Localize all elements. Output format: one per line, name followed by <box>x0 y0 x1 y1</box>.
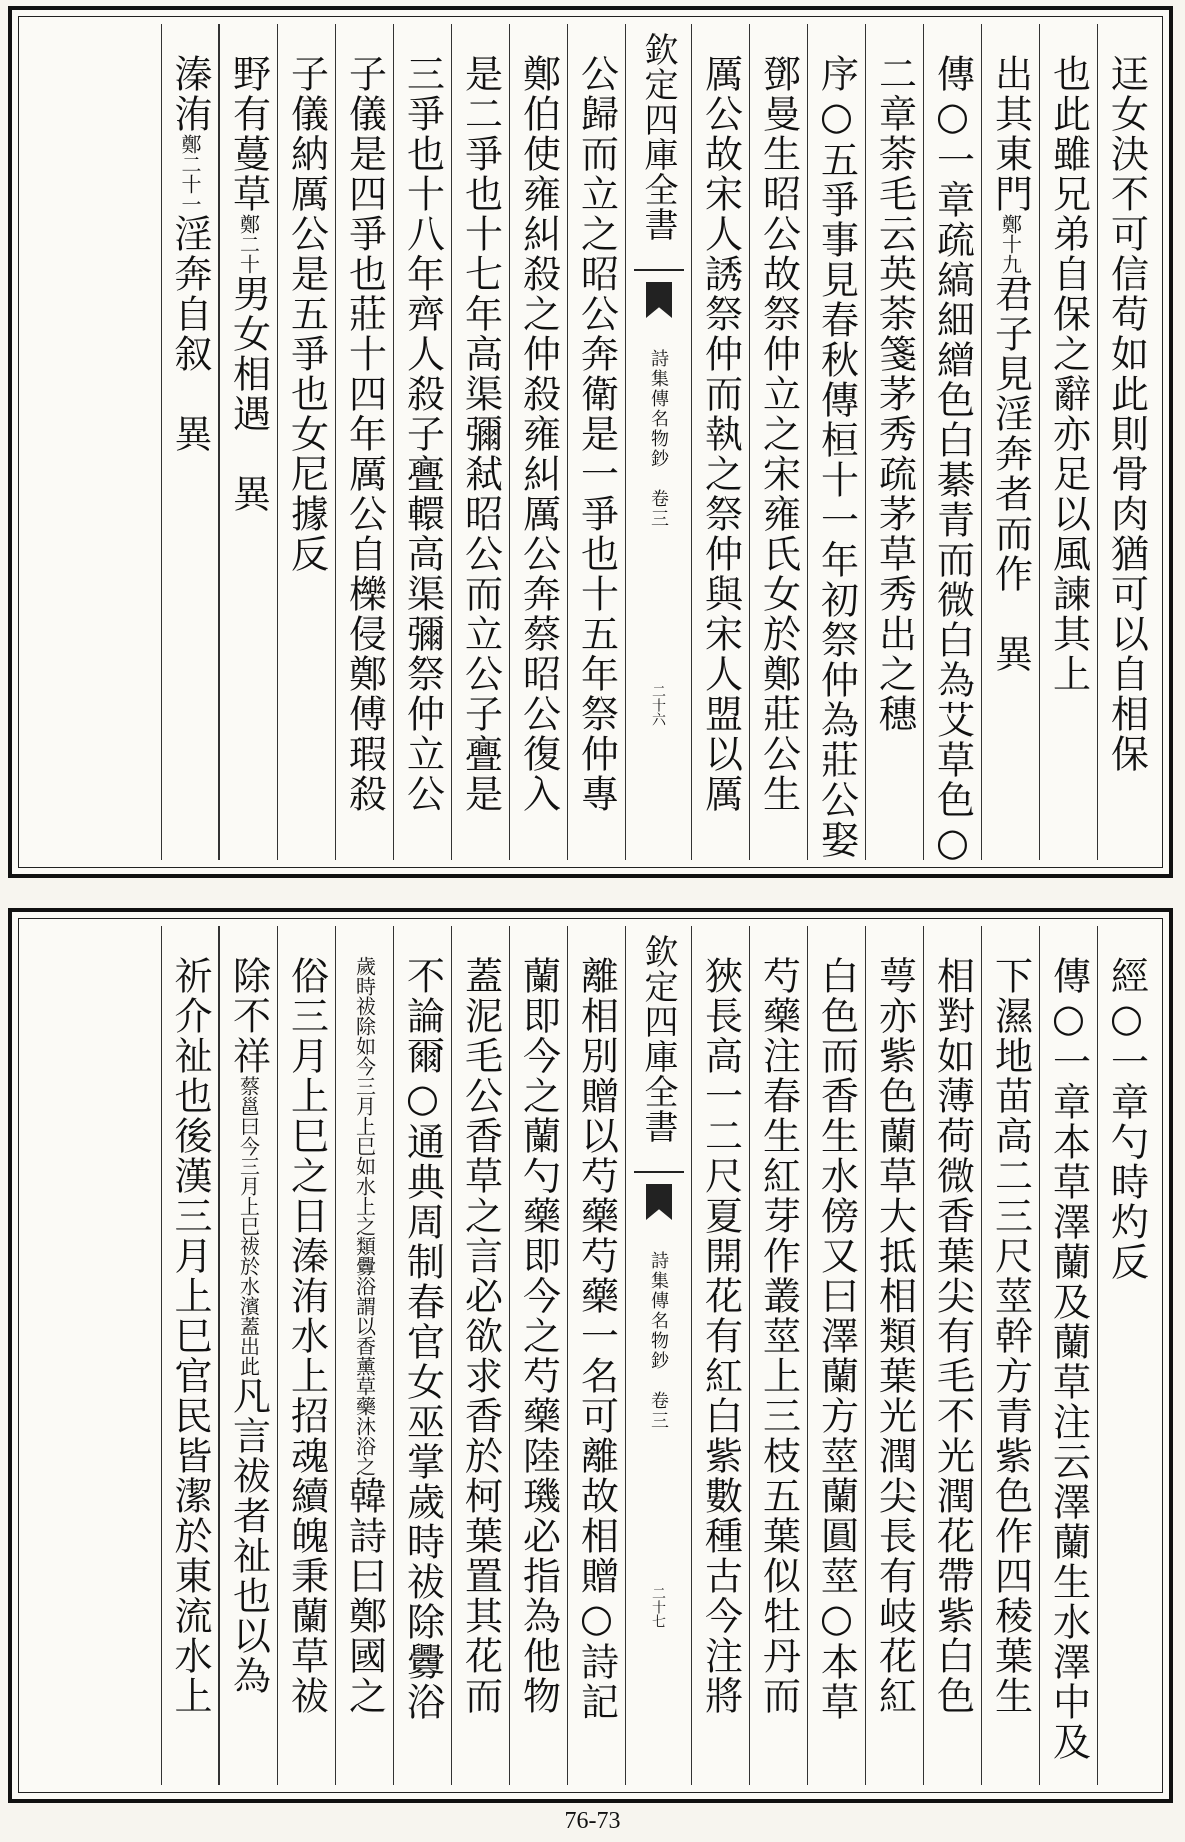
text-column <box>923 24 981 866</box>
text-column <box>335 926 393 1785</box>
column-text: 下濕地苗高二三尺莖幹方青紫色作四稜葉生 <box>988 956 1033 1716</box>
text-column <box>1097 24 1155 860</box>
text-column <box>219 926 277 1785</box>
column-text: 序○五爭事見春秋傳桓十一年初祭仲為莊公娶 <box>814 54 859 860</box>
column-text: 子儀納厲公是五爭也女尼據反 <box>284 54 329 574</box>
column-text: 狹長高一二尺夏開花有紅白紫數種古今注將 <box>698 956 743 1716</box>
text-column <box>277 24 335 860</box>
text-column <box>393 926 451 1785</box>
column-text: 子儀是四爭也莊十四年厲公自櫟侵鄭傅瑕殺 <box>342 54 387 814</box>
center-fold <box>625 24 691 860</box>
column-text: 厲公故宋人誘祭仲而執之祭仲與宋人盟以厲 <box>698 54 743 814</box>
text-column <box>691 926 749 1785</box>
column-text: 祈介祉也後漢三月上巳官民皆潔於東流水上 <box>168 956 212 1716</box>
column-text: 萼亦紫色蘭草大抵相類葉光潤尖長有岐花紅 <box>872 956 917 1716</box>
column-text: 傳○一章疏縞細繒色白綦青而微白為艾草色○ <box>930 54 975 866</box>
fishtail-rule <box>634 269 684 271</box>
text-column <box>1039 926 1097 1785</box>
top-page <box>8 6 1173 878</box>
text-column <box>393 24 451 860</box>
column-text: 不論爾○通典周制春官女巫掌歲時祓除釁浴 <box>400 956 445 1722</box>
text-column <box>865 926 923 1785</box>
text-column <box>509 24 567 860</box>
text-column <box>451 24 509 860</box>
text-column <box>749 926 807 1785</box>
annotation-note: 鄭二十一 <box>178 134 202 214</box>
page-number: 76-73 <box>564 1808 621 1834</box>
column-text: 溱洧鄭二十一淫奔自叙 異 <box>168 54 212 454</box>
collection-title: 欽定四庫全書 <box>638 934 678 1144</box>
fishtail-mark <box>646 1184 672 1220</box>
text-column <box>567 926 625 1785</box>
column-text: 蘭即今之蘭勺藥即今之芍藥陸璣必指為他物 <box>516 956 561 1716</box>
annotation-note: 歲時祓除如今三月上巳如水上之類釁浴謂以香薰草藥沐浴之 <box>352 956 377 1476</box>
folio-number: 二十七 <box>650 1586 666 1628</box>
text-column <box>981 926 1039 1785</box>
column-text: 俗三月上巳之日溱洧水上招魂續魄秉蘭草祓 <box>284 956 329 1716</box>
text-column <box>219 24 277 860</box>
annotation-note: 鄭十九 <box>998 214 1023 274</box>
text-column <box>161 24 219 860</box>
column-text: 歲時祓除如今三月上巳如水上之類釁浴謂以香薰草藥沐浴之韓詩曰鄭國之 <box>342 956 387 1716</box>
column-text: 白色而香生水傍又曰澤蘭方莖蘭圓莖○本草 <box>814 956 859 1722</box>
collection-title: 欽定四庫全書 <box>638 32 678 242</box>
column-text: 也此雖兄弟自保之辭亦足以風諫其上 <box>1046 54 1091 694</box>
book-subtitle: 詩集傳名物鈔 卷三 <box>648 1251 669 1431</box>
column-text: 相對如薄荷微香葉尖有毛不光潤花帶紫白色 <box>930 956 975 1716</box>
column-text: 鄧曼生昭公故祭仲立之宋雍氏女於鄭莊公生 <box>756 54 801 814</box>
text-column <box>1097 926 1155 1785</box>
text-column <box>923 926 981 1785</box>
column-text: 除不祥蔡邕曰今三月上巳祓於水濱蓋出此凡言祓者祉也以為 <box>226 956 271 1696</box>
text-column <box>981 24 1039 860</box>
column-text: 是二爭也十七年高渠彌弒昭公而立公子亹是 <box>458 54 503 814</box>
text-column <box>749 24 807 860</box>
column-text: 公歸而立之昭公奔衛是一爭也十五年祭仲專 <box>574 54 619 814</box>
text-column <box>865 24 923 860</box>
bottom-page <box>8 908 1173 1803</box>
column-text: 蓋泥毛公香草之言必欲求香於柯葉置其花而 <box>458 956 503 1716</box>
text-column <box>277 926 335 1785</box>
text-column <box>509 926 567 1785</box>
text-column <box>807 24 865 860</box>
column-text: 三爭也十八年齊人殺子亹轘高渠彌祭仲立公 <box>400 54 445 814</box>
column-text: 迋女決不可信苟如此則骨肉猶可以自相保 <box>1104 54 1149 774</box>
text-column <box>161 926 219 1785</box>
fishtail-mark <box>646 282 672 318</box>
text-column <box>1039 24 1097 860</box>
text-column <box>691 24 749 860</box>
fishtail-rule <box>634 1171 684 1173</box>
text-column <box>335 24 393 860</box>
folio-number: 二十六 <box>650 684 666 726</box>
text-column <box>567 24 625 860</box>
column-text: 野有蔓草鄭二十男女相遇 異 <box>226 54 271 514</box>
column-text: 經○一章勺時灼反 <box>1104 956 1149 1282</box>
column-text: 二章荼毛云英荼箋茅秀疏茅草秀出之穗 <box>872 54 917 734</box>
column-text: 鄭伯使雍糾殺之仲殺雍糾厲公奔蔡昭公復入 <box>516 54 561 814</box>
annotation-note: 蔡邕曰今三月上巳祓於水濱蓋出此 <box>236 1076 261 1376</box>
column-text: 離相別贈以芍藥芍藥一名可離故相贈○詩記 <box>574 956 619 1722</box>
column-text: 芍藥注春生紅芽作叢莖上三枝五葉似牡丹而 <box>756 956 801 1716</box>
text-column <box>451 926 509 1785</box>
column-text: 出其東門鄭十九君子見淫奔者而作 異 <box>988 54 1033 674</box>
book-subtitle: 詩集傳名物鈔 卷三 <box>648 349 669 529</box>
center-fold <box>625 926 691 1785</box>
column-text: 傳○一章本草澤蘭及蘭草注云澤蘭生水澤中及 <box>1046 956 1091 1762</box>
annotation-note: 鄭二十 <box>236 214 261 274</box>
text-column <box>807 926 865 1785</box>
